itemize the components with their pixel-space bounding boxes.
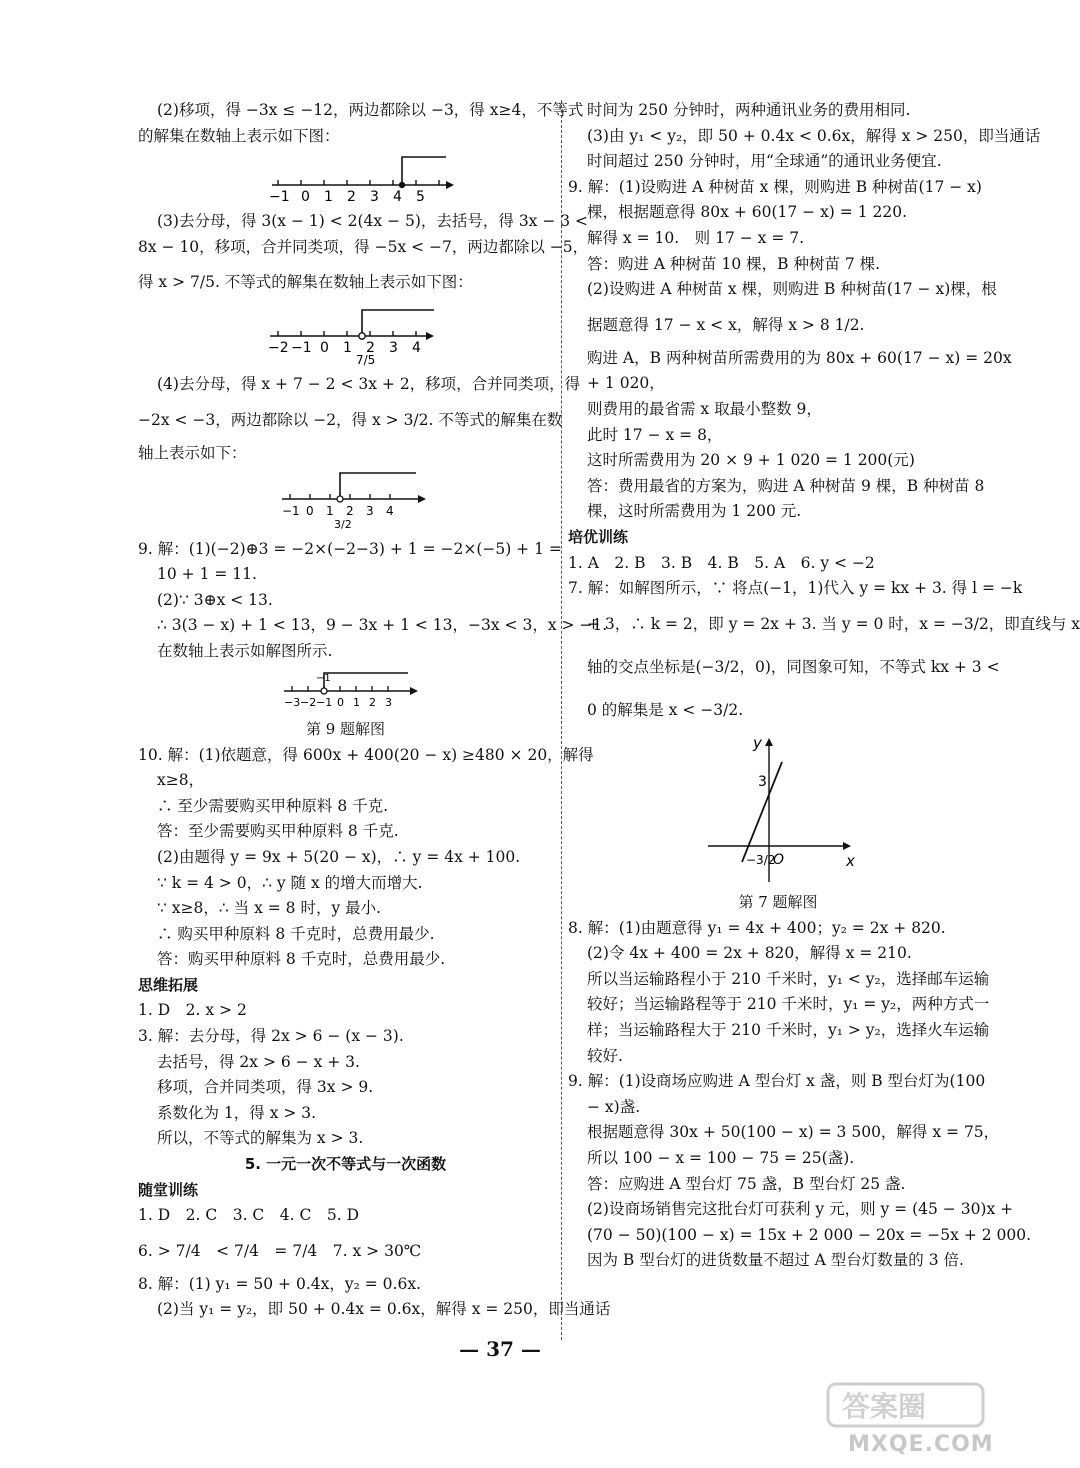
text-line: 在数轴上表示如解图所示. [157,641,333,660]
tick-label: 0 [301,189,310,206]
text-line: (3)去分母，得 3(x − 1) < 2(4x − 5)，去括号，得 3x − 3 < [157,212,589,231]
tick-label: 0 [337,695,344,709]
text-line: + 1 020， [587,374,665,393]
text-line: (3)由 y₁ < y₂，即 50 + 0.4x < 0.6x，解得 x > 250，即当通话 [587,126,1041,145]
text-line: 因为 B 型台灯的进货数量不超过 A 型台灯数量的 3 倍. [587,1251,964,1270]
text-line: 则费用的最省需 x 取最小整数 9， [587,399,822,418]
tick-label: 1 [353,695,360,709]
y-intercept-label: 3 [758,773,767,790]
solution-point [337,496,343,502]
number-line-4 [138,667,553,711]
column-divider [561,100,562,1340]
tick-label: 3 [385,695,392,709]
point-label: −1 [316,672,331,684]
text-line: 8. 解：(1) y₁ = 50 + 0.4x，y₂ = 0.6x. [138,1274,421,1293]
tick-label: 2 [347,189,356,206]
text-line: (70 − 50)(100 − x) = 15x + 2 000 − 20x = −5x + 2 000. [587,1225,1032,1244]
text-line: 棵，根据题意得 80x + 60(17 − x) = 1 220. [587,203,907,222]
tick-label: 3 [389,340,398,357]
text-line: 9. 解：(1)设商场应购进 A 型台灯 x 盏，则 B 型台灯为(100 [568,1072,986,1091]
text-line: 答：至少需要购买甲种原料 8 千克. [157,822,399,841]
text-line: 根据题意得 30x + 50(100 − x) = 3 500，解得 x = 75， [587,1123,1000,1142]
page-number: — 37 — [459,1337,541,1361]
text-line: 1. D 2. x > 2 [138,1001,247,1020]
text-line: 所以 100 − x = 100 − 75 = 25(盏). [587,1149,855,1168]
text-line: 0 的解集是 x < −3/2. [587,700,744,719]
x-intercept-label: −3/2 [746,852,776,867]
text-line: 所以，不等式的解集为 x > 3. [157,1129,364,1148]
text-line: (4)去分母，得 x + 7 − 2 < 3x + 2，移项，合并同类项，得 [157,375,581,394]
fraction-label: 3/2 [334,517,352,531]
text-line: 10. 解：(1)依题意，得 600x + 400(20 − x) ≥480 × 20，解得 [138,745,594,764]
text-line: ∴ 购买甲种原料 8 千克时，总费用最少. [157,924,435,943]
text-line: x≥8， [157,771,205,790]
text-line: 9. 解：(1)(−2)⊕3 = −2×(−2−3) + 1 = −2×(−5) + 1 = [138,539,562,558]
tick-label: −2 [268,340,289,357]
tick-label: −1 [316,695,333,709]
text-line: 答：应购进 A 型台灯 75 盏，B 型台灯 25 盏. [587,1174,906,1193]
right-column [568,100,1080,1276]
text-line: 1. A 2. B 3. B 4. B 5. A 6. y < −2 [568,553,875,572]
text-line: ∴ 至少需要购买甲种原料 8 千克. [157,796,389,815]
watermark-text: MXQE.COM [848,1432,994,1457]
solution-ray [362,310,434,336]
text-line: 较好. [587,1046,623,1065]
tick-label: 2 [369,695,376,709]
text-line: 解得 x = 10. 则 17 − x = 7. [587,228,805,247]
text-line: 答：购买甲种原料 8 千克时，总费用最少. [157,950,446,969]
text-line: (2)设商场销售完这批台灯可获利 y 元，则 y = (45 − 30)x + [587,1200,1014,1219]
tick-label: 4 [386,503,394,518]
number-line-1 [138,151,553,206]
tick-label: 1 [324,189,333,206]
y-axis-label: y [753,733,762,752]
text-line: (2)∵ 3⊕x < 13. [157,590,273,609]
tick-label: 0 [306,503,314,518]
text-line: 所以当运输路程小于 210 千米时，y₁ < y₂，选择邮车运输 [587,969,990,988]
text-line: 这时所需费用为 20 × 9 + 1 020 = 1 200(元) [587,451,915,470]
section-heading: 随堂训练 [138,1180,199,1199]
number-line-3 [138,469,553,531]
number-line-2 [138,306,553,366]
tick-label: −2 [300,695,317,709]
chapter-title: 5. 一元一次不等式与一次函数 [244,1155,447,1174]
text-line: 去括号，得 2x > 6 − x + 3. [157,1052,360,1071]
text-line: 购进 A，B 两种树苗所需费用的为 80x + 60(17 − x) = 20x [587,348,1012,367]
text-line: 样；当运输路程大于 210 千米时，y₁ > y₂，选择火车运输 [587,1021,990,1040]
watermark-logo-text: 答案圈 [842,1390,927,1423]
figure-caption: 第 7 题解图 [738,892,818,911]
text-line: 轴的交点坐标是(−3/2，0)，同图象可知，不等式 kx + 3 < [587,657,1000,676]
tick-label: 3 [370,189,379,206]
tick-label: 3 [366,503,374,518]
fraction-label: 7/5 [356,353,376,368]
text-line: −2x < −3，两边都除以 −2，得 x > 3/2. 不等式的解集在数 [138,410,563,429]
text-line: 此时 17 − x = 8， [587,425,723,444]
origin-label: O [773,851,785,868]
text-line: 1. D 2. C 3. C 4. C 5. D [138,1206,360,1225]
text-line: 8x − 10，移项，合并同类项，得 −5x < −7，两边都除以 −5， [138,237,589,256]
text-line: 较好；当运输路程等于 210 千米时，y₁ = y₂，两种方式一 [587,995,990,1014]
text-line: 系数化为 1，得 x > 3. [157,1103,317,1122]
text-line: 的解集在数轴上表示如下图： [138,126,340,145]
x-axis-label: x [846,851,855,870]
tick-label: 1 [326,503,334,518]
tick-label: −3 [284,695,301,709]
text-line: + 3，∴ k = 2，即 y = 2x + 3. 当 y = 0 时，x = −3/2，即直线与 x [587,614,1080,633]
text-line: (2)由题得 y = 9x + 5(20 − x)，∴ y = 4x + 100. [157,847,521,866]
tick-label: 2 [346,503,354,518]
solution-ray [340,473,416,499]
tick-label: 1 [343,340,352,357]
text-line: 答：购进 A 种树苗 10 棵，B 种树苗 7 棵. [587,254,881,273]
tick-label: −1 [269,189,290,206]
solution-point [359,333,365,339]
tick-label: 0 [320,340,329,357]
text-line: 答：费用最省的方案为，购进 A 种树苗 9 棵，B 种树苗 8 [587,476,985,495]
tick-label: −1 [282,503,300,518]
text-line: 7. 解：如解图所示，∵ 将点(−1，1)代入 y = kx + 3. 得 l = −k [568,579,1023,598]
text-line: 轴上表示如下： [138,443,247,462]
text-line: ∵ k = 4 > 0，∴ y 随 x 的增大而增大. [157,873,423,892]
text-line: 6. > 7/4 < 7/4 = 7/4 7. x > 30℃ [138,1241,422,1260]
solution-point [321,688,327,694]
tick-label: 2 [366,340,375,357]
text-line: − x)盏. [587,1097,641,1116]
section-heading: 培优训练 [568,527,629,546]
text-line: 时间为 250 分钟时，两种通讯业务的费用相同. [587,101,911,119]
figure-caption: 第 9 题解图 [305,719,386,738]
text-line: 9. 解：(1)设购进 A 种树苗 x 棵，则购进 B 种树苗(17 − x) [568,177,982,196]
text-line: (2)当 y₁ = y₂，即 50 + 0.4x = 0.6x，解得 x = 250，即当通话 [157,1300,611,1319]
tick-label: −1 [291,340,312,357]
text-line: 8. 解：(1)由题意得 y₁ = 4x + 400；y₂ = 2x + 820. [568,918,946,937]
text-line: 据题意得 17 − x < x，解得 x > 8 1/2. [587,315,865,334]
text-line: ∴ 3(3 − x) + 1 < 13，9 − 3x + 1 < 13，−3x < 3，x > −1. [157,616,608,635]
text-line: ∵ x≥8，∴ 当 x = 8 时，y 最小. [157,899,382,918]
text-line: (2)设购进 A 种树苗 x 棵，则购进 B 种树苗(17 − x)棵，根 [587,280,997,299]
text-line: (2)令 4x + 400 = 2x + 820，解得 x = 210. [587,944,912,963]
text-line: 时间超过 250 分钟时，用“全球通”的通讯业务便宜. [587,152,942,171]
tick-label: 4 [393,189,402,206]
text-line: (2)移项，得 −3x ≤ −12，两边都除以 −3，得 x≥4，不等式 [157,101,584,119]
solution-point [399,182,405,188]
text-line: 移项，合并同类项，得 3x > 9. [157,1078,374,1097]
section-heading: 思维拓展 [138,975,199,994]
tick-label: 4 [412,340,421,357]
text-line: 3. 解：去分母，得 2x > 6 − (x − 3). [138,1027,404,1046]
solution-ray [324,673,408,691]
text-line: 10 + 1 = 11. [157,565,257,584]
text-line: 得 x > 7/5. 不等式的解集在数轴上表示如下图： [138,273,473,292]
tick-label: 5 [416,189,425,206]
text-line: 棵，这时所需费用为 1 200 元. [587,502,802,521]
graph-7 [568,734,988,884]
